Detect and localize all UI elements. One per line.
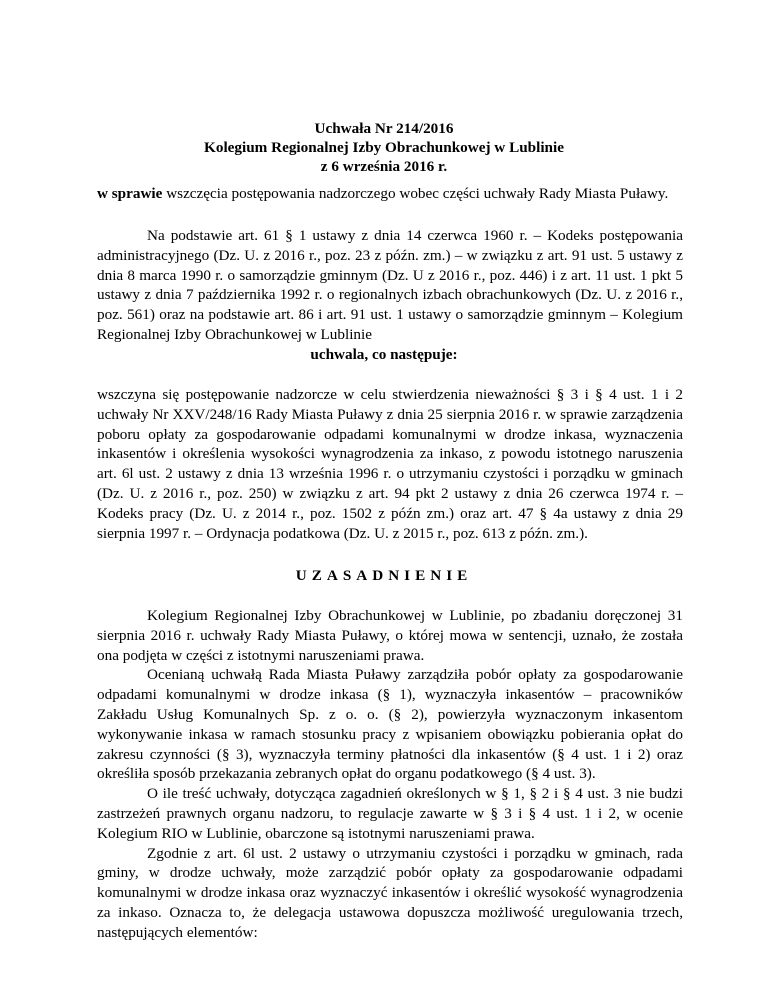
- justification-body: [97, 606, 683, 943]
- subject-label: w sprawie: [97, 185, 163, 202]
- issuing-body: Kolegium Regionalnej Izby Obrachunkowej w Lublinie: [204, 139, 564, 156]
- decision-paragraph: wszczyna się postępowanie nadzorcze w celu stwierdzenia nieważności § 3 i § 4 ust. 1 i 2 uchwały Nr XXV/248/16 Rady Miasta Puławy z dnia 25 sierpnia 2016 r. w sprawie zarządzenia poboru opłaty za gospodarowanie odpadami komunalnymi w drodze inkasa, wyznaczenia inkasentów i określenia wysokości wynagrodzenia za inkaso, z powodu istotnego naruszenia art. 6l ust. 2 ustawy z dnia 13 września 1996 r. o utrzymaniu czystości i porządku w gminach (Dz. U. z 2016 r., poz. 250) w związku z art. 94 pkt 2 ustawy z dnia 26 czerwca 1974 r. – Kodeks pracy (Dz. U. z 2014 r., poz. 1502 z późn zm.) oraz art. 47 § 4a ustawy z dnia 29 sierpnia 1997 r. – Ordynacja podatkowa (Dz. U. z 2015 r., poz. 613 z późn. zm.).: [97, 386, 683, 542]
- resolution-header: [0, 119, 768, 176]
- justification-paragraph: Kolegium Regionalnej Izby Obrachunkowej w Lublinie, po zbadaniu doręczonej 31 sierpnia 2016 r. uchwały Rady Miasta Puławy, o której mowa w sentencji, uznało, że została ona podjęta w części z istotnymi naruszeniami prawa.: [97, 607, 683, 664]
- justification-heading: UZASADNIENIE: [295, 567, 473, 584]
- justification-paragraph: Ocenianą uchwałą Rada Miasta Puławy zarządziła pobór opłaty za gospodarowanie odpadami komunalnymi w drodze inkasa (§ 1), wyznaczyła inkasentów – pracowników Zakładu Usług Komunalnych Sp. z o. o. (§ 2), powierzyła wyznaczonym inkasentom wykonywanie inkasa w ramach stosunku pracy z wpisaniem obowiązku pobierania opłat do zakresu czynności (§ 3), wyznaczyła terminy płatności dla inkasentów (§ 4 ust. 1 i 2) oraz określiła sposób przekazania zebranych opłat do organu podatkowego (§ 4 ust. 3).: [97, 666, 683, 783]
- resolution-date: z 6 września 2016 r.: [320, 158, 448, 175]
- resolves-heading: uchwala, co następuje:: [310, 346, 458, 363]
- justification-paragraph: O ile treść uchwały, dotycząca zagadnień określonych w § 1, § 2 i § 4 ust. 3 nie budzi zastrzeżeń prawnych organu nadzoru, to regulacje zawarte w § 3 i § 4 ust. 1 i 2, w ocenie Kolegium RIO w Lublinie, obarczone są istotnymi naruszeniami prawa.: [97, 785, 683, 842]
- resolution-number: Uchwała Nr 214/2016: [314, 120, 454, 137]
- justification-paragraph: Zgodnie z art. 6l ust. 2 ustawy o utrzymaniu czystości i porządku w gminach, rada gminy, w drodze uchwały, może zarządzić pobór opłaty za gospodarowanie odpadami komunalnymi w drodze inkasa oraz wyznaczyć inkasentów i określić wysokość wynagrodzenia za inkaso. Oznacza to, że delegacja ustawowa dopuszcza możliwość uregulowania trzech, następujących elementów:: [97, 844, 683, 941]
- legal-basis-paragraph: Na podstawie art. 61 § 1 ustawy z dnia 14 czerwca 1960 r. – Kodeks postępowania administracyjnego (Dz. U. z 2016 r., poz. 23 z późn. zm.) – w związku z art. 91 ust. 5 ustawy z dnia 8 marca 1990 r. o samorządzie gminnym (Dz. U z 2016 r., poz. 446) i z art. 11 ust. 1 pkt 5 ustawy z dnia 7 października 1992 r. o regionalnych izbach obrachunkowych (Dz. U. z 2016 r., poz. 561) oraz na podstawie art. 86 i art. 91 ust. 1 ustawy o samorządzie gminnym – Kolegium Regionalnej Izby Obrachunkowej w Lublinie: [97, 227, 683, 343]
- subject-text: wszczęcia postępowania nadzorczego wobec części uchwały Rady Miasta Puławy.: [162, 185, 669, 202]
- subject-line: [97, 184, 683, 204]
